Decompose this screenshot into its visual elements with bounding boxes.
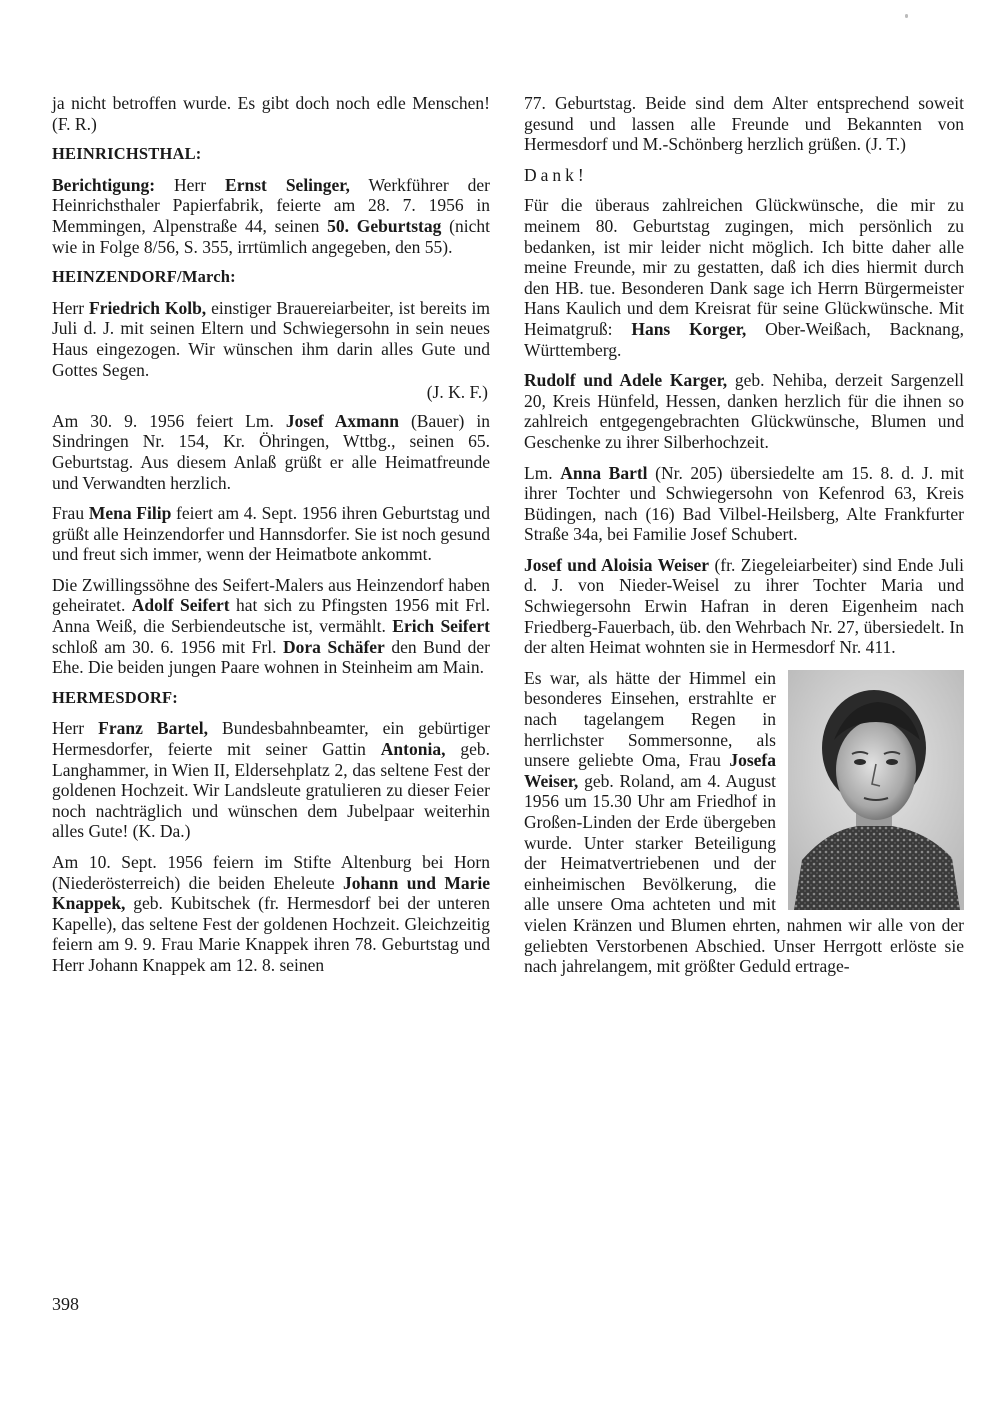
person-name: Ernst Selinger, (225, 174, 350, 195)
person-name: Mena Filip (88, 503, 172, 524)
person-name: Johann und Marie Knappek, (52, 872, 490, 914)
text: einstiger Brauereiarbeiter, ist bereits im Juli d. J. mit seinen Eltern und Schwiegersohn in sein neues Haus eingezogen. Wir wünschen ihm darin alles Gute und Gottes Segen. (52, 297, 491, 380)
text: Herr (52, 297, 89, 318)
text: geb. Roland, am 4. August 1956 um 15.30 Uhr am Friedhof in Großen-Linden der Erde übergeben wurde. Unter starker Beteiligung der Heimatvertriebenen und der einheimischen Bevölkerung, die alle unsere Oma achteten und mit vielen Kränzen und Blumen ehrten, nahmen wir alle von der geliebten Verstorbenen Abschied. Unser Herrgott erlöste sie nach jahrelangem, mit größter Geduld ertrage- (524, 770, 964, 977)
section-heading-hermesdorf: HERMESDORF: (52, 687, 178, 707)
text: Es war, als hätte der Himmel ein besonderes Einsehen, erstrahlte er nach tagelangem Regen in herrlichster Sommersonne, als unsere geliebte Oma, Frau (524, 667, 776, 771)
text: (Nr. 205) übersiedelte am 15. 8. d. J. mit ihrer Tochter und Schwiegersohn von Kefenrod 63, Kreis Büdingen, nach (16) Bad Vilbel-Heilsberg, Alte Frankfurter Straße 34a, bei Familie Josef Schubert. (524, 462, 965, 545)
section-heading-heinzendorf: HEINZENDORF/March: (52, 267, 236, 287)
thanks-heading: Dank! (524, 164, 588, 185)
person-name: Erich Seifert (392, 616, 490, 637)
person-name: Rudolf und Adele Karger, (524, 370, 728, 391)
text: geb. Langhammer, in Wien II, Eldersehplatz 2, das seltene Fest der goldenen Hochzeit. Wir Landsleute gratulieren zu dieser Feier noch nachträglich und wünschen dem Jubelpaar weiterhin alles Gute! (K. Da.) (52, 739, 490, 842)
text: (nicht wie in Folge 8/56, S. 355, irrtümlich angegeben, den 55). (52, 215, 490, 257)
text: geb. Kubitschek (fr. Hermesdorf bei der unteren Kapelle), das seltene Fest der goldenen Hochzeit. Gleichzeitig feiern am 9. 9. Frau Marie Knappek ihren 78. Geburtstag und Herr Johann Knappek am 12. 8. seinen (52, 893, 490, 975)
person-name: Dora Schäfer (283, 636, 385, 657)
text: Am 10. Sept. 1956 feiern im Stifte Altenburg bei Horn (Niederösterreich) die beiden Eheleute (52, 852, 490, 893)
portrait-photo (788, 670, 964, 910)
text: Die Zwillingssöhne des Seifert-Malers aus Heinzendorf haben geheiratet. (52, 574, 490, 616)
signature: (J. K. F.) (426, 382, 488, 403)
person-name: Josefa Weiser, (524, 750, 776, 791)
intro-paragraph: ja nicht betroffen wurde. Es gibt doch noch edle Menschen! (F. R.) (52, 93, 490, 134)
person-name: Anna Bartl (560, 462, 648, 483)
thanks-paragraph (524, 195, 964, 360)
text: den Bund der Ehe. Die beiden jungen Paare wohnen in Steinheim am Main. (52, 636, 490, 678)
person-name: Josef Axmann (285, 410, 399, 431)
heinzendorf-paragraph-1 (52, 298, 490, 380)
hermesdorf-paragraph-2 (52, 852, 490, 976)
text: geb. Nehiba, derzeit Sargenzell 20, Kreis Hünfeld, Hessen, danken herzlich für die ihnen so zahlreich entgegengebrachten Glückwünsche, Blumen und Geschenke zu ihrer Silberhochzeit. (524, 370, 964, 452)
person-name: Adolf Seifert (131, 595, 230, 616)
left-column (52, 93, 490, 986)
correction-label: Berichtigung: (52, 174, 156, 195)
bartl-paragraph (524, 463, 964, 545)
text: hat sich zu Pfingsten 1956 mit Frl. Anna Weiß, die Serbiendeutsche ist, vermählt. (52, 595, 490, 637)
text: Herr (52, 718, 99, 739)
text: Für die überaus zahlreichen Glückwünsche, die mir zu meinem 80. Geburtstag zugingen, mich persönlich zu bedanken, ist mir leider nicht möglich. Ich bitte daher alle meine Freunde, mir zu gestatten, daß ich dies hiermit durch den HB. tue. Besonderen Dank sage ich Herrn Bürgermeister Hans Kaulich und dem Kreisrat für seine Glückwünsche. Mit Heimatgruß: (524, 195, 964, 339)
text: Frau (52, 503, 89, 524)
heinrichsthal-paragraph (52, 175, 490, 257)
text: (fr. Ziegeleiarbeiter) sind Ende Juli d. J. von Nieder-Weisel zu ihrer Tochter Maria und Schwiegersohn Erwin Hafran in deren Eigenheim nach Friedberg-Fauerbach, üb. den Wehrbach Nr. 27, übersiedelt. In der alten Heimat wohnten sie in Hermesdorf Nr. 411. (524, 554, 964, 658)
text: Lm. (524, 462, 561, 483)
weiser-paragraph (524, 555, 964, 658)
text: schloß am 30. 6. 1956 mit Frl. (52, 636, 284, 657)
text: feiert am 4. Sept. 1956 ihren Geburtstag und grüßt alle Heinzendorfer und Hannsdorfer. Sie ist noch gesund und freut sich immer, wenn der Heimatbote ankommt. (52, 503, 490, 565)
continued-paragraph: 77. Geburtstag. Beide sind dem Alter entsprechend soweit gesund und lassen alle Freunde und Bekannten von Hermesdorf und M.-Schönberg herzlich grüßen. (J. T.) (524, 93, 964, 155)
heinzendorf-paragraph-4 (52, 575, 490, 678)
text: Werkführer der Heinrichsthaler Papierfabrik, feierte am 28. 7. 1956 in Memmingen, Alpenstraße 44, seinen (52, 174, 490, 236)
karger-paragraph (524, 370, 964, 452)
text: Am 30. 9. 1956 feiert Lm. (52, 410, 286, 431)
person-name: Franz Bartel, (98, 718, 208, 739)
text: Ober-Weißach, Backnang, Württemberg. (524, 318, 965, 360)
person-name: Friedrich Kolb, (88, 297, 207, 318)
hermesdorf-paragraph-1 (52, 718, 490, 842)
text: Herr (155, 174, 226, 195)
heinzendorf-paragraph-2 (52, 411, 490, 493)
person-name: Antonia, (380, 739, 446, 760)
portrait-image (788, 670, 964, 910)
page-number: 398 (52, 1294, 79, 1314)
right-column (524, 93, 964, 987)
scan-speck (905, 14, 908, 18)
section-heading-heinrichsthal: HEINRICHSTHAL: (52, 144, 202, 164)
emphasis: 50. Geburtstag (327, 215, 442, 236)
text: Bundesbahnbeamter, ein gebürtiger Hermesdorfer, feierte mit seiner Gattin (52, 718, 491, 760)
person-name: Hans Korger, (631, 318, 747, 339)
person-name: Josef und Aloisia Weiser (524, 554, 710, 575)
heinzendorf-paragraph-3 (52, 503, 490, 565)
text: (Bauer) in Sindringen Nr. 154, Kr. Öhringen, Wttbg., seinen 65. Geburtstag. Aus diesem Anlaß grüßt er alle Heimatfreunde und Verwandten herzlich. (52, 410, 490, 493)
